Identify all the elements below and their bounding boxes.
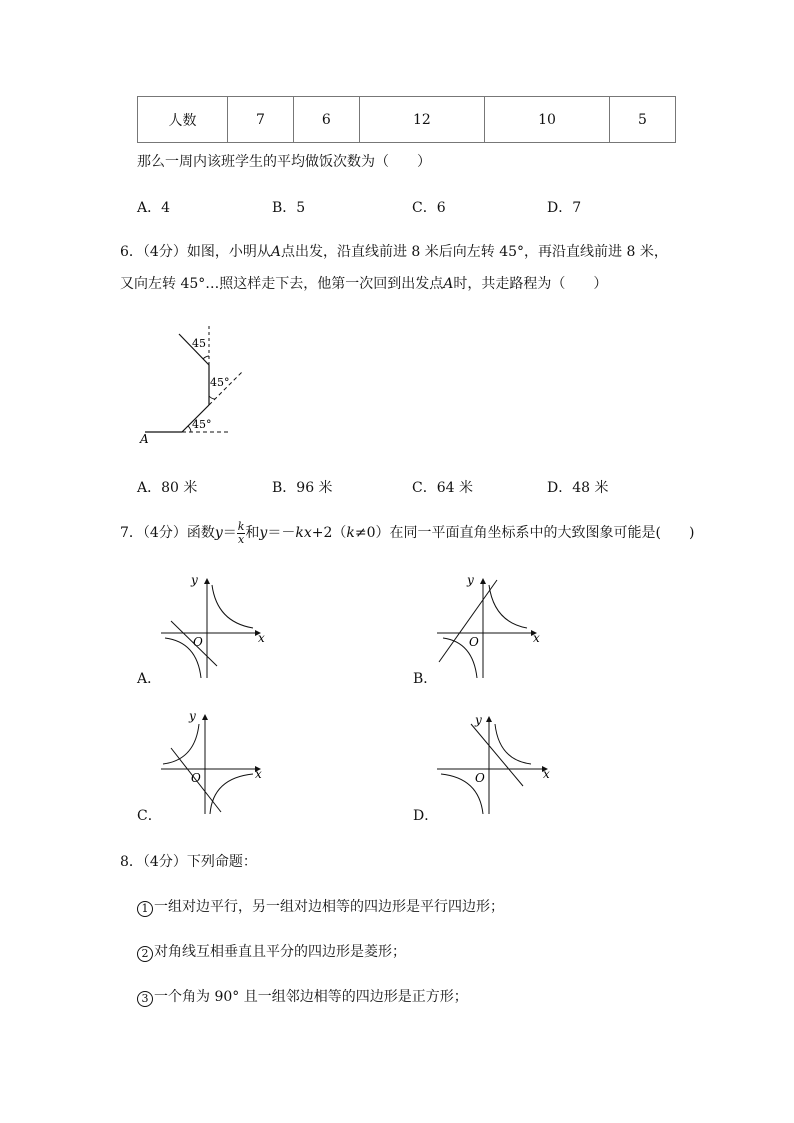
q5-option-b[interactable] <box>272 197 305 217</box>
q7-stem <box>120 519 694 547</box>
q7-text: ≠0）在同一平面直角坐标系中的大致图象可能是( ) <box>354 525 695 541</box>
q6-text: 时，共走路程为（ ） <box>453 276 608 292</box>
point-a-label: A <box>140 432 149 445</box>
origin-label: O <box>469 635 479 649</box>
q7-text: 和 <box>245 525 260 541</box>
option-text: 64 米 <box>436 480 473 496</box>
option-label: A． <box>137 480 162 496</box>
fraction-numerator: k <box>237 519 245 533</box>
option-label: A． <box>137 200 162 216</box>
axis-x-label: x <box>258 631 265 645</box>
q7-text: 7．（4分）函数 <box>120 525 215 541</box>
axis-y-label: y <box>191 573 198 587</box>
axis-x-label: x <box>543 767 550 781</box>
q6-stem-line1 <box>120 241 668 261</box>
option-text: 4 <box>161 200 171 216</box>
q7-graph-d <box>433 710 558 818</box>
option-text: 7 <box>572 200 582 216</box>
q6-option-b[interactable] <box>272 477 333 497</box>
fraction-denominator: x <box>237 532 245 546</box>
q7-text: ＝ <box>222 525 237 541</box>
origin-label: O <box>193 635 203 649</box>
q6-option-a[interactable] <box>137 477 197 497</box>
q5-option-d[interactable] <box>547 197 581 217</box>
option-text: 5 <box>296 200 306 216</box>
option-label: C． <box>412 480 437 496</box>
circled-number: 2 <box>137 946 153 962</box>
option-label: D． <box>547 200 573 216</box>
q6-option-c[interactable] <box>412 477 473 497</box>
var-y: y <box>259 525 268 541</box>
q7-graph-b <box>433 570 548 682</box>
table-row <box>138 97 676 143</box>
table-cell: 10 <box>484 97 609 143</box>
angle-label: 45° <box>192 418 212 431</box>
origin-label: O <box>191 771 201 785</box>
var-k: k <box>346 525 355 541</box>
q8-statement-2 <box>137 941 406 962</box>
option-label: B． <box>272 480 297 496</box>
q7-text: ＝－ <box>267 525 296 541</box>
option-text: 80 米 <box>161 480 198 496</box>
q7-option-b[interactable]: B． <box>413 671 438 687</box>
table-cell: 7 <box>228 97 294 143</box>
option-text: 6 <box>436 200 446 216</box>
table-cell: 5 <box>610 97 676 143</box>
option-label: B． <box>272 200 297 216</box>
q8-statement-3 <box>137 986 468 1007</box>
table-cell: 12 <box>359 97 484 143</box>
q8-stem: 8．（4分）下列命题： <box>120 854 257 870</box>
frequency-table <box>137 96 676 143</box>
q6-stem-line2 <box>120 273 607 293</box>
q7-option-a[interactable]: A． <box>137 671 162 687</box>
q5-option-c[interactable] <box>412 197 446 217</box>
q7-graph-c <box>155 706 270 818</box>
statement-text: 对角线互相垂直且平分的四边形是菱形； <box>154 944 406 960</box>
q7-graph-a <box>155 570 270 682</box>
q7-option-d[interactable]: D． <box>413 808 439 824</box>
q5-stem: 那么一周内该班学生的平均做饭次数为（ ） <box>137 154 431 170</box>
axis-y-label: y <box>189 709 196 723</box>
q6-text: 6．（4分）如图，小明从 <box>120 244 271 260</box>
q8-statement-1 <box>137 896 504 917</box>
point-a: A <box>443 276 454 292</box>
table-header-cell: 人数 <box>138 97 228 143</box>
statement-text: 一组对边平行，另一组对边相等的四边形是平行四边形； <box>154 899 504 915</box>
q5-option-a[interactable] <box>137 197 170 217</box>
statement-text: 一个角为 90° 且一组邻边相等的四边形是正方形； <box>154 989 468 1005</box>
circled-number: 1 <box>137 901 153 917</box>
option-text: 48 米 <box>572 480 609 496</box>
var-y: y <box>214 525 223 541</box>
axis-y-label: y <box>467 573 474 587</box>
circled-number: 3 <box>137 991 153 1007</box>
option-label: C． <box>412 200 437 216</box>
axis-x-label: x <box>255 767 262 781</box>
angle-label: 45° <box>210 376 230 389</box>
var-kx: kx <box>295 525 312 541</box>
q6-path-figure <box>135 320 255 445</box>
q6-text: 又向左转 45°…照这样走下去，他第一次回到出发点 <box>120 276 444 292</box>
q7-option-c[interactable]: C． <box>137 808 162 824</box>
q7-text: +2（ <box>311 525 347 541</box>
table-cell: 6 <box>293 97 359 143</box>
origin-label: O <box>475 771 485 785</box>
q6-option-d[interactable] <box>547 477 609 497</box>
axis-y-label: y <box>475 713 482 727</box>
option-label: D． <box>547 480 573 496</box>
q6-text: 点出发，沿直线前进 8 米后向左转 45°，再沿直线前进 8 米， <box>280 244 668 260</box>
axis-x-label: x <box>533 631 540 645</box>
point-a: A <box>270 244 281 260</box>
option-text: 96 米 <box>296 480 333 496</box>
angle-label: 45 <box>192 337 206 350</box>
